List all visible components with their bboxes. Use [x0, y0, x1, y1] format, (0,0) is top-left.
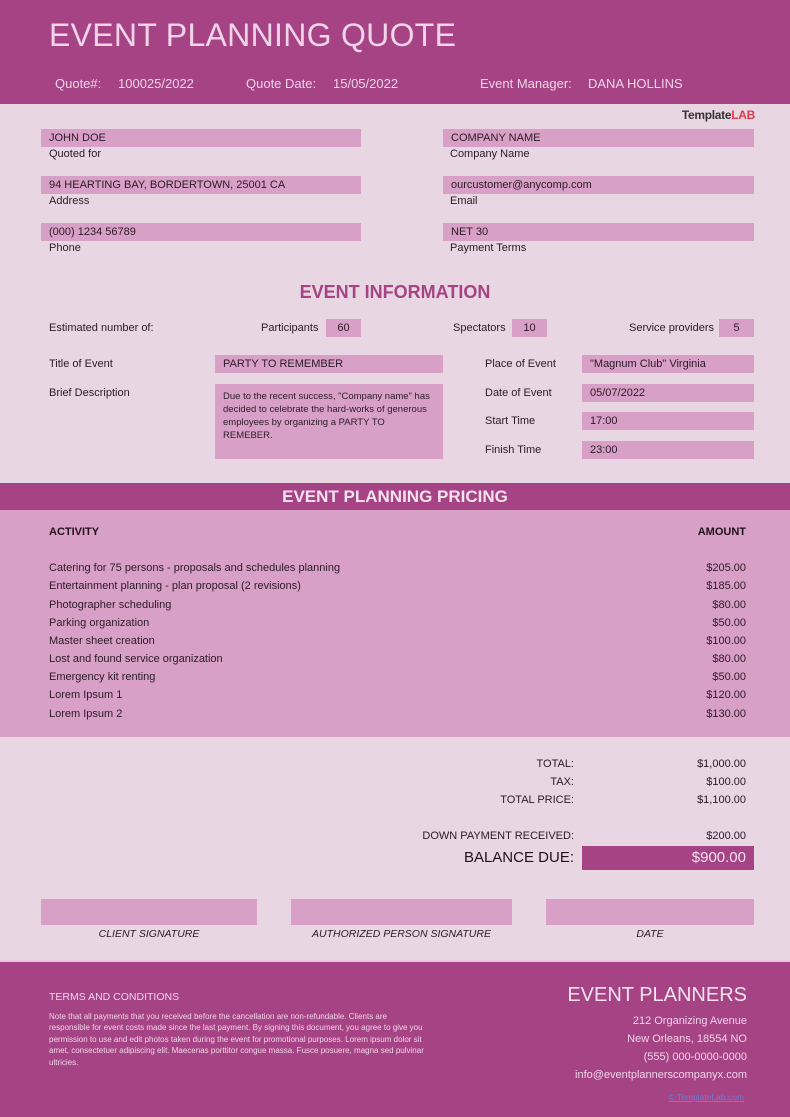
company-name-label: Company Name: [450, 148, 530, 160]
total-price-value: $1,100.00: [697, 794, 746, 806]
activity-item: Entertainment planning - plan proposal (2 revisions): [49, 580, 301, 592]
address-field[interactable]: 94 HEARTING BAY, BORDERTOWN, 25001 CA: [41, 176, 361, 194]
total-label: TOTAL:: [536, 758, 574, 770]
service-providers-count-field[interactable]: 5: [719, 319, 754, 337]
event-manager-value: DANA HOLLINS: [588, 76, 683, 91]
pricing-heading: EVENT PLANNING PRICING: [0, 483, 790, 510]
amount-item: $130.00: [706, 708, 746, 720]
amount-item: $80.00: [712, 653, 746, 665]
event-manager-label: Event Manager:: [480, 76, 572, 91]
activity-column-header: ACTIVITY: [49, 526, 100, 538]
payment-terms-field[interactable]: NET 30: [443, 223, 754, 241]
quoted-for-label: Quoted for: [49, 148, 101, 160]
authorized-signature-field[interactable]: [291, 899, 512, 925]
start-time-label: Start Time: [485, 415, 536, 427]
email-label: Email: [450, 195, 478, 207]
participants-count-field[interactable]: 60: [326, 319, 361, 337]
activity-item: Photographer scheduling: [49, 599, 172, 611]
client-signature-field[interactable]: [41, 899, 257, 925]
amount-item: $185.00: [706, 580, 746, 592]
signature-date-field[interactable]: [546, 899, 754, 925]
authorized-signature-label: AUTHORIZED PERSON SIGNATURE: [312, 928, 491, 940]
terms-heading: TERMS AND CONDITIONS: [49, 991, 180, 1003]
quote-number-label: Quote#:: [55, 76, 102, 91]
total-price-label: TOTAL PRICE:: [500, 794, 574, 806]
company-name-field[interactable]: COMPANY NAME: [443, 129, 754, 147]
quote-number-value: 100025/2022: [118, 76, 194, 91]
signature-date-label: DATE: [636, 928, 664, 940]
tax-value: $100.00: [706, 776, 746, 788]
terms-text: Note that all payments that you received before the cancellation are non-refundable. Clients are responsible for event costs made since the last payment. By signing this document, you agree to give you permission to use and edit photos taken during the event for promotional purposes. Lorem ipsum dolor sit amet, consectetuer adipiscing elit. Maecenas porttitor congue massa. Fusce posuere, magna sed pulvinar ultricies.: [49, 1012, 424, 1067]
company-address-line1: 212 Organizing Avenue: [632, 1015, 747, 1027]
brief-description-label: Brief Description: [49, 387, 130, 399]
balance-due-value: $900.00: [582, 846, 754, 870]
amount-item: $100.00: [706, 635, 746, 647]
spectators-count-field[interactable]: 10: [512, 319, 547, 337]
company-phone: (555) 000-0000-0000: [643, 1051, 747, 1063]
amount-item: $205.00: [706, 562, 746, 574]
participants-label: Participants: [261, 322, 319, 334]
client-signature-label: CLIENT SIGNATURE: [98, 928, 200, 940]
estimated-number-label: Estimated number of:: [49, 322, 154, 334]
activity-item: Parking organization: [49, 617, 150, 629]
place-of-event-field[interactable]: "Magnum Club" Virginia: [582, 355, 754, 373]
quote-date-value: 15/05/2022: [333, 76, 399, 91]
phone-field[interactable]: (000) 1234 56789: [41, 223, 361, 241]
date-of-event-field[interactable]: 05/07/2022: [582, 384, 754, 402]
tax-label: TAX:: [550, 776, 574, 788]
finish-time-field[interactable]: 23:00: [582, 441, 754, 459]
amount-item: $80.00: [712, 599, 746, 611]
page-title: EVENT PLANNING QUOTE: [49, 17, 457, 53]
company-address-line2: New Orleans, 18554 NO: [627, 1033, 747, 1045]
activity-item: Catering for 75 persons - proposals and schedules planning: [49, 562, 341, 574]
balance-due-label: BALANCE DUE:: [463, 849, 574, 866]
company-email[interactable]: info@eventplannerscompanyx.com: [575, 1069, 747, 1081]
activity-item: Lost and found service organization: [49, 653, 223, 665]
place-of-event-label: Place of Event: [485, 358, 556, 370]
down-payment-label: DOWN PAYMENT RECEIVED:: [422, 830, 574, 842]
templatelab-logo: TemplateLAB: [681, 108, 755, 122]
spectators-label: Spectators: [453, 322, 506, 334]
start-time-field[interactable]: 17:00: [582, 412, 754, 430]
divider: [0, 737, 790, 740]
down-payment-value: $200.00: [706, 830, 746, 842]
quote-date-label: Quote Date:: [246, 76, 317, 91]
activity-item: Lorem Ipsum 1: [49, 689, 123, 701]
amount-item: $50.00: [712, 617, 746, 629]
title-of-event-label: Title of Event: [49, 358, 113, 370]
title-of-event-field[interactable]: PARTY TO REMEMBER: [215, 355, 443, 373]
copyright-link[interactable]: © TemplateLab.com: [668, 1092, 744, 1102]
amount-item: $50.00: [712, 671, 746, 683]
date-of-event-label: Date of Event: [485, 387, 552, 399]
email-field[interactable]: ourcustomer@anycomp.com: [443, 176, 754, 194]
finish-time-label: Finish Time: [485, 444, 542, 456]
amount-item: $120.00: [706, 689, 746, 701]
phone-label: Phone: [49, 242, 81, 254]
address-label: Address: [49, 195, 90, 207]
amount-column-header: AMOUNT: [697, 526, 746, 538]
activity-item: Master sheet creation: [49, 635, 155, 647]
brief-description-field[interactable]: Due to the recent success, "Company name" has decided to celebrate the hard-works of generous employees by organizing a PARTY TO REMEBER.: [215, 384, 443, 459]
total-value: $1,000.00: [697, 758, 746, 770]
payment-terms-label: Payment Terms: [450, 242, 527, 254]
service-providers-label: Service providers: [629, 322, 714, 334]
company-name: EVENT PLANNERS: [567, 984, 747, 1006]
quoted-for-field[interactable]: JOHN DOE: [41, 129, 361, 147]
activity-item: Emergency kit renting: [49, 671, 156, 683]
activity-item: Lorem Ipsum 2: [49, 708, 123, 720]
event-information-heading: EVENT INFORMATION: [299, 282, 491, 302]
